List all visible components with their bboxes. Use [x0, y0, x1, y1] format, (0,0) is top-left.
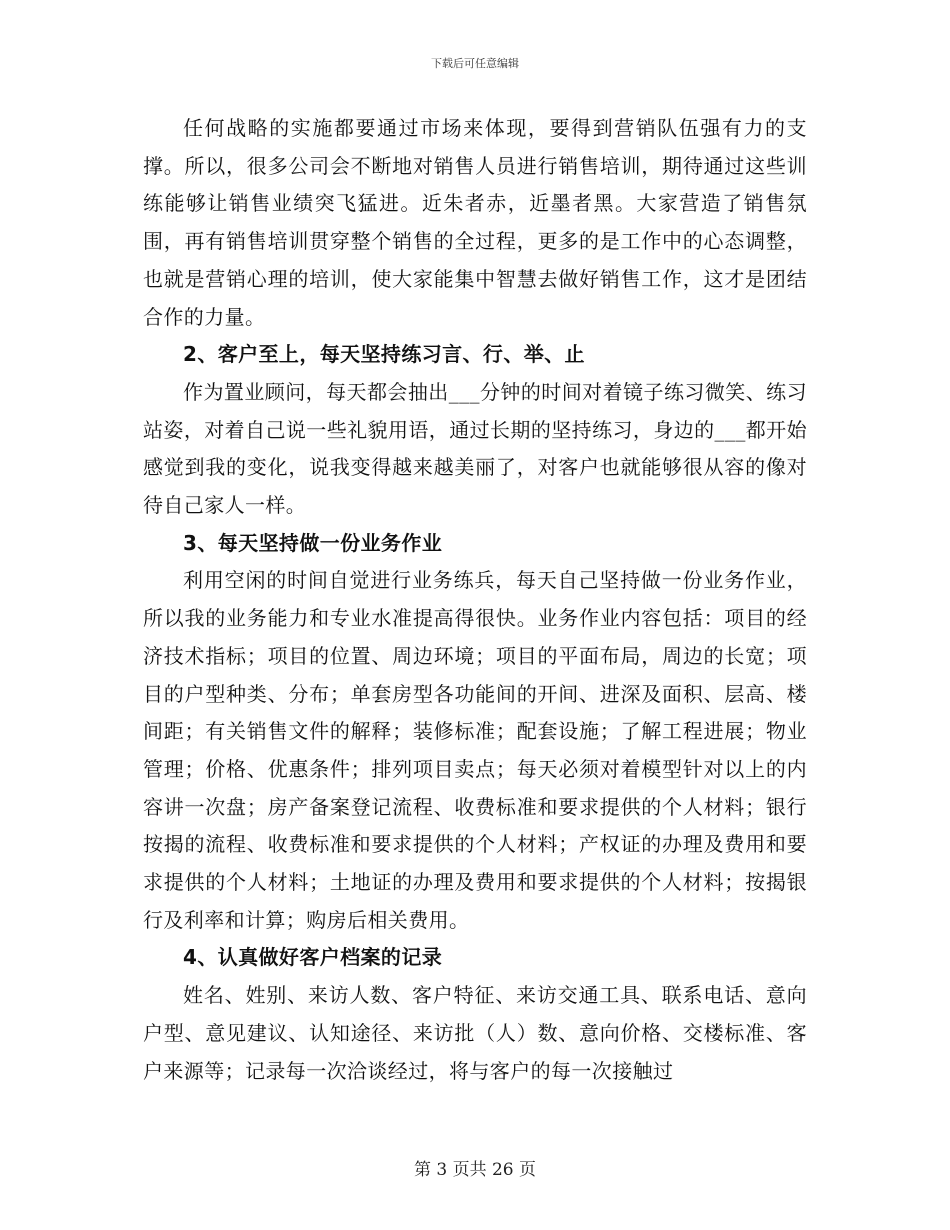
section-heading-3: 3、每天坚持做一份业务作业 [183, 530, 443, 555]
section-heading-4: 4、认真做好客户档案的记录 [183, 945, 443, 970]
paragraph-2: 作为置业顾问，每天都会抽出___分钟的时间对着镜子练习微笑、练习站姿，对着自己说一些礼貌用语，通过长期的坚持练习，身边的___都开始感觉到我的变化，说我变得越来越美丽了，对客户也就能够很从容的像对待自己家人一样。 [143, 379, 807, 518]
document-body [143, 110, 807, 1090]
section-heading-2: 2、客户至上，每天坚持练习言、行、举、止 [183, 342, 585, 367]
paragraph-3: 利用空闲的时间自觉进行业务练兵，每天自己坚持做一份业务作业，所以我的业务能力和专业水准提高得很快。业务作业内容包括：项目的经济技术指标；项目的位置、周边环境；项目的平面布局，周边的长宽；项目的户型种类、分布；单套房型各功能间的开间、进深及面积、层高、楼间距；有关销售文件的解释；装修标准；配套设施；了解工程进展；物业管理；价格、优惠条件；排列项目卖点；每天必须对着模型针对以上的内容讲一次盘；房产备案登记流程、收费标准和要求提供的个人材料；银行按揭的流程、收费标准和要求提供的个人材料；产权证的办理及费用和要求提供的个人材料；土地证的办理及费用和要求提供的个人材料；按揭银行及利率和计算；购房后相关费用。 [143, 568, 807, 932]
page-footer: 第 3 页共 26 页 [413, 1160, 537, 1180]
paragraph-1: 任何战略的实施都要通过市场来体现，要得到营销队伍强有力的支撑。所以，很多公司会不断地对销售人员进行销售培训，期待通过这些训练能够让销售业绩突飞猛进。近朱者赤，近墨者黑。大家营造了销售氛围，再有销售培训贯穿整个销售的全过程，更多的是工作中的心态调整，也就是营销心理的培训，使大家能集中智慧去做好销售工作，这才是团结合作的力量。 [143, 116, 807, 329]
page-header: 下载后可任意编辑 [431, 57, 519, 70]
paragraph-4: 姓名、姓别、来访人数、客户特征、来访交通工具、联系电话、意向户型、意见建议、认知途径、来访批（人）数、意向价格、交楼标准、客户来源等；记录每一次洽谈经过，将与客户的每一次接触过 [143, 983, 807, 1083]
